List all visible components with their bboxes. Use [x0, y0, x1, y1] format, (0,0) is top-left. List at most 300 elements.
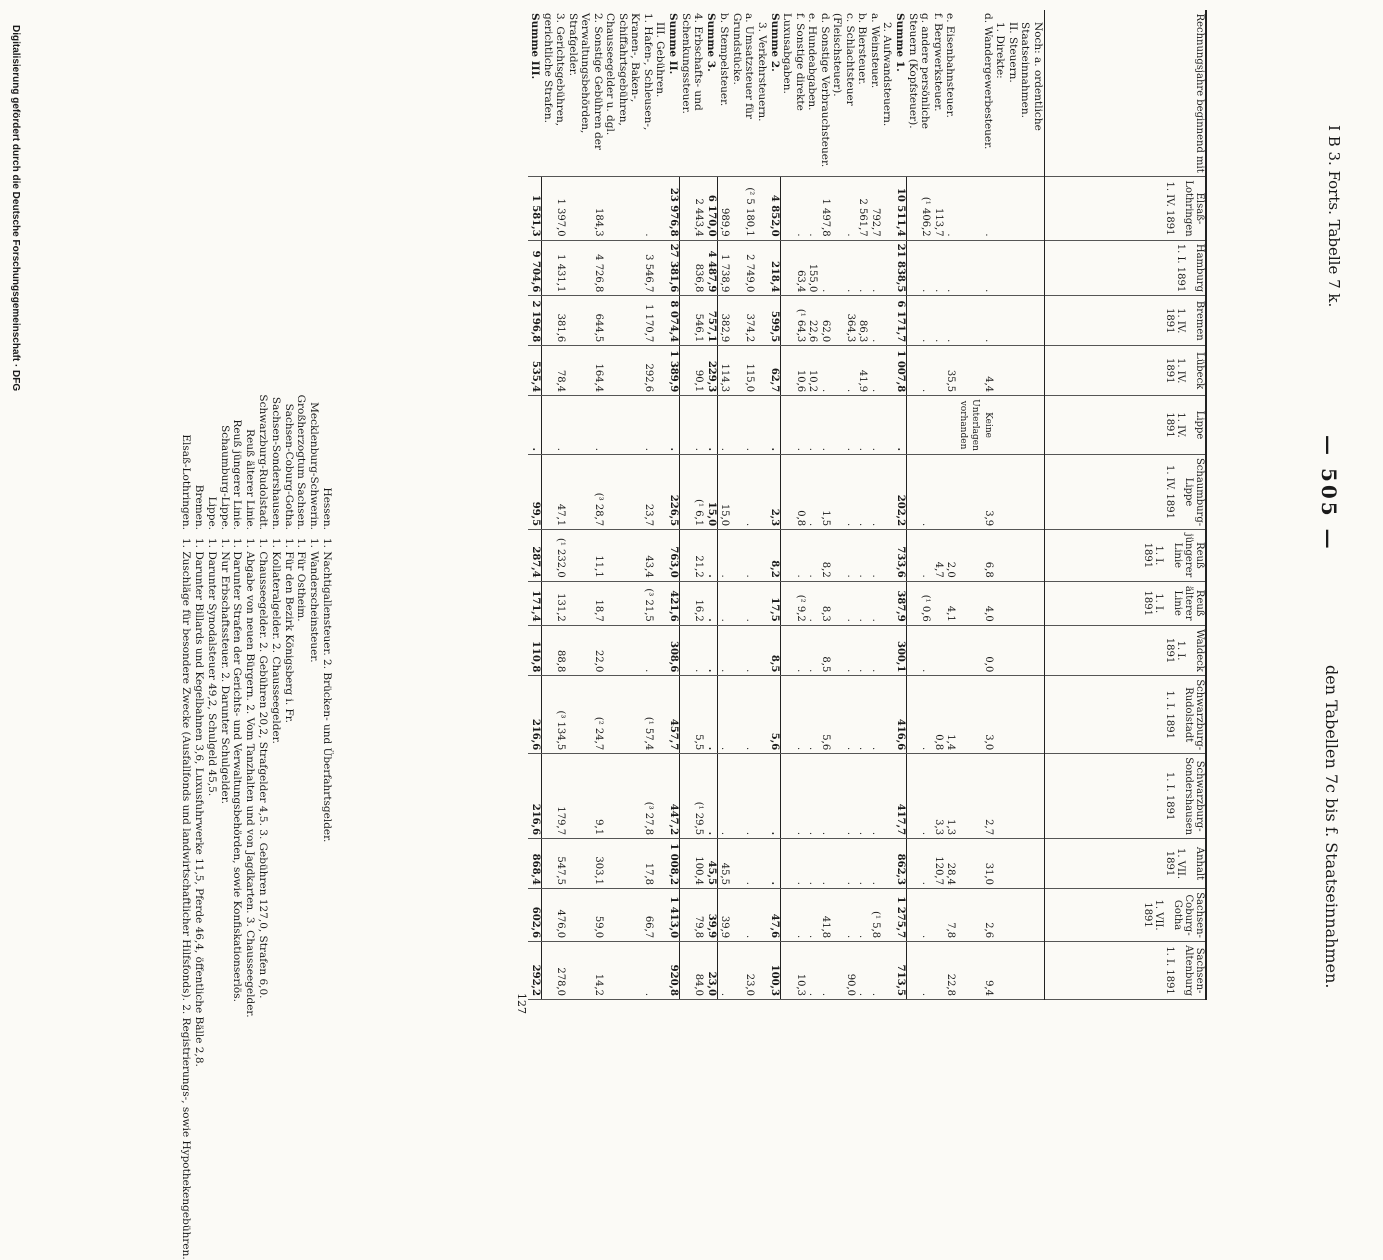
table-cell: 10,6 [781, 346, 806, 396]
table-cell [881, 530, 894, 582]
table-cell: . [731, 530, 756, 582]
table-cell [994, 839, 1007, 889]
table-cell: . [831, 454, 856, 529]
footnote-row [307, 360, 320, 1000]
table-cell: (³ 27,8 [604, 754, 654, 839]
table-cell: . [731, 396, 756, 455]
table-cell: . [957, 296, 995, 346]
table-cell: . [604, 942, 654, 1000]
footnote-text: 1. Nur Erbschaftssteuer. 2. Darunter Schulgelder. [218, 538, 231, 804]
column-header-date: 1. VII. 1891 [1142, 899, 1164, 931]
table-cell: 447,2 [667, 754, 680, 839]
table-cell: 5,5 [680, 676, 705, 754]
table-cell: (¹ 57,4 [604, 676, 654, 754]
column-header-date: 1. VII. 1891 [1164, 848, 1186, 880]
table-cell [1019, 530, 1045, 582]
table-cell: 88,8 [542, 625, 567, 676]
table-cell: . [944, 296, 957, 346]
table-cell: . [768, 839, 781, 889]
table-cell [881, 754, 894, 839]
table-cell: 8 074,4 [667, 296, 680, 346]
row-label: f. Bergwerksteuer. [932, 10, 945, 177]
table-cell: 476,0 [542, 888, 567, 941]
table-cell [1007, 296, 1020, 346]
table-cell [881, 676, 894, 754]
table-cell: . [705, 530, 718, 582]
table-cell: . [768, 754, 781, 839]
table-cell: 90,0 [831, 942, 856, 1000]
footnote-state: Elsaß-Lothringen. [180, 434, 193, 530]
table-cell: (¹ 64,3 [781, 296, 806, 346]
table-cell [756, 240, 769, 296]
table-cell [756, 888, 769, 941]
row-label: 1. Direkte: [994, 10, 1007, 177]
table-cell: 23,0 [705, 942, 718, 1000]
row-label: Summe II. [667, 10, 680, 177]
table-cell: (¹ 406,2 [907, 177, 932, 240]
table-cell: . [907, 240, 932, 296]
table-cell [1007, 346, 1020, 396]
table-cell: . [705, 581, 718, 625]
table-cell: . [831, 888, 856, 941]
table-cell: (² 9,2 [781, 581, 806, 625]
table-cell: . [806, 454, 819, 529]
table-cell: 16,2 [680, 581, 705, 625]
table-row [604, 10, 654, 1000]
column-header [1045, 839, 1207, 889]
column-header-name: Lübeck [1194, 352, 1205, 390]
table-cell: . [604, 625, 654, 676]
column-header [1045, 942, 1207, 1000]
table-cell: . [907, 346, 932, 396]
table-cell: 62,7 [768, 346, 781, 396]
table-cell: (¹ 0,6 [907, 581, 932, 625]
footnote-row [192, 360, 206, 1067]
column-header-name: Reuß jüngerer Linie [1172, 533, 1205, 578]
row-label: a. Umsatzsteuer für Grundstücke. [731, 10, 756, 177]
table-cell [1007, 530, 1020, 582]
footnote-text: 1. Zuschläge für besondere Zwecke (Ausfallfonds und landwirtschaftlicher Hilfsfonds). 2. Registrierungs-, sowie Hypothekengebühren. [180, 538, 193, 1260]
table-row [768, 10, 781, 1000]
table-cell [1019, 454, 1045, 529]
footnote-row [218, 360, 231, 1000]
table-cell: 920,8 [667, 942, 680, 1000]
table-cell: 41,9 [856, 346, 869, 396]
row-label: 4. Erbschafts- und Schenkungssteuer. [680, 10, 705, 177]
table-row [667, 10, 680, 1000]
row-label: b. Stempelsteuer. [718, 10, 731, 177]
table-cell: 15,0 [705, 454, 718, 529]
table-cell [1019, 296, 1045, 346]
table-cell: 8,2 [768, 530, 781, 582]
table-cell [881, 942, 894, 1000]
table-cell: 2 749,0 [731, 240, 756, 296]
column-header-date: 1. I. 1891 [1142, 590, 1164, 616]
table-cell: 78,4 [542, 346, 567, 396]
table-cell: 113,7 [932, 177, 945, 240]
table-row [529, 10, 542, 1000]
footnote-state: Schaumburg-Lippe. [218, 425, 231, 530]
table-cell: . [731, 839, 756, 889]
table-cell: 1 738,9 [718, 240, 731, 296]
table-cell: 164,4 [567, 346, 605, 396]
header-left: I B 3. Forts. Tabelle 7 k. [1325, 125, 1343, 308]
table-cell: 5,6 [768, 676, 781, 754]
table-cell: . [705, 676, 718, 754]
table-row [994, 10, 1007, 1000]
table-cell: 6 170,0 [705, 177, 718, 240]
table-cell: . [781, 888, 806, 941]
table-cell: 6,8 [957, 530, 995, 582]
table-row [932, 10, 945, 1000]
table-cell: 229,3 [705, 346, 718, 396]
footnotes [179, 360, 333, 1260]
table-cell: 2 443,4 [680, 177, 705, 240]
table-cell: . [718, 530, 731, 582]
table-cell: 1,3 [944, 754, 957, 839]
table-cell: 308,6 [667, 625, 680, 676]
row-label: d. Wandergewerbesteuer. [957, 10, 995, 177]
footnote-state: Schwarzburg-Rudolstadt. [257, 394, 270, 530]
footnote-text: 1. Für Ostheim. [295, 538, 308, 622]
footnote-text: 1. Darunter Strafen der Gerichts- und Verwaltungsbehörden, sowie Konfiskationserlös. [231, 538, 244, 1002]
table-cell [1019, 396, 1045, 455]
table-cell: 8,5 [819, 625, 832, 676]
table-cell: . [806, 177, 819, 240]
table-cell: 10 511,4 [894, 177, 907, 240]
table-cell: . [819, 240, 832, 296]
table-cell: . [731, 754, 756, 839]
table-cell: 0,8 [781, 454, 806, 529]
table-cell: . [831, 581, 856, 625]
table-row [907, 10, 932, 1000]
table-cell [756, 676, 769, 754]
column-header [1045, 454, 1207, 529]
table-cell: 763,0 [667, 530, 680, 582]
table-cell: 713,5 [894, 942, 907, 1000]
table-cell: 131,2 [542, 581, 567, 625]
table-cell: 1,5 [819, 454, 832, 529]
column-header-date: 1. I. 1891 [1164, 946, 1175, 995]
table-cell: . [869, 625, 882, 676]
table-cell: 381,6 [542, 296, 567, 346]
dfg-note: Digitalisierung gefördert durch die Deutsche Forschungsgemeinschaft · DFG [10, 25, 21, 392]
table-cell [1007, 581, 1020, 625]
table-row [819, 10, 832, 1000]
table-cell [932, 454, 945, 529]
table-cell: 374,2 [731, 296, 756, 346]
column-header-date: 1. I. 1891 [1175, 243, 1186, 293]
table-cell: . [856, 454, 869, 529]
table-cell: 17,8 [604, 839, 654, 889]
table-cell: 2,3 [768, 454, 781, 529]
table-cell: 15,0 [718, 454, 731, 529]
column-header-date: 1. I. 1891 [1142, 542, 1164, 569]
table-cell [994, 625, 1007, 676]
footnote-text: 1. Wanderscheinsteuer. [308, 538, 321, 663]
table-cell: . [869, 676, 882, 754]
table-cell: . [819, 942, 832, 1000]
table-cell: 171,4 [529, 581, 542, 625]
table-cell [881, 625, 894, 676]
table-cell [654, 942, 667, 1000]
table-cell: 792,7 [869, 177, 882, 240]
table-cell: . [856, 942, 869, 1000]
table-row [718, 10, 731, 1000]
row-label: Summe 1. [894, 10, 907, 177]
table-cell: . [957, 177, 995, 240]
row-label: II. Steuern. [1007, 10, 1020, 177]
table-cell: 862,3 [894, 839, 907, 889]
table-cell [881, 581, 894, 625]
column-header-name: Sachsen-Coburg-Gotha [1172, 892, 1205, 938]
table-cell: . [567, 396, 605, 455]
table-cell: 218,4 [768, 240, 781, 296]
table-cell: (³ 21,5 [604, 581, 654, 625]
table-cell: 216,6 [529, 676, 542, 754]
table-cell: 2,0 [944, 530, 957, 582]
row-label: f. Sonstige direkte Luxusabgaben. [781, 10, 806, 177]
table-cell [756, 296, 769, 346]
table-cell: (² 24,7 [567, 676, 605, 754]
table-cell: . [604, 396, 654, 455]
column-header-date: 1. IV. 1891 [1164, 412, 1186, 438]
table-cell: . [718, 581, 731, 625]
table-cell: 47,1 [542, 454, 567, 529]
table-cell [1007, 177, 1020, 240]
table-cell: 1 008,2 [667, 839, 680, 889]
table-row [654, 10, 667, 1000]
table-cell: . [831, 676, 856, 754]
table-cell [1007, 396, 1020, 455]
table-cell: . [819, 754, 832, 839]
table-cell: 1 431,1 [542, 240, 567, 296]
table-cell: 14,2 [567, 942, 605, 1000]
table-cell: 2 196,8 [529, 296, 542, 346]
table-cell: 292,2 [529, 942, 542, 1000]
table-cell: 1 413,0 [667, 888, 680, 941]
table-cell: 5,6 [819, 676, 832, 754]
table-cell: 4 852,0 [768, 177, 781, 240]
table-row [869, 10, 882, 1000]
table-cell: 2,6 [957, 888, 995, 941]
table-cell: 1,4 [944, 676, 957, 754]
table-cell: . [856, 530, 869, 582]
table-cell: . [957, 240, 995, 296]
table-cell: 22,8 [944, 942, 957, 1000]
table-cell [654, 454, 667, 529]
table-cell: (¹ 5,8 [869, 888, 882, 941]
table-cell: 2,7 [957, 754, 995, 839]
table-cell: (³ 134,5 [542, 676, 567, 754]
column-header-date: 1. IV. 1891 [1164, 357, 1186, 384]
table-cell [1007, 942, 1020, 1000]
table-cell: 9 704,6 [529, 240, 542, 296]
signature-right: 127 [515, 993, 528, 1014]
table-cell: . [731, 888, 756, 941]
table-cell [654, 296, 667, 346]
table-cell: 4 487,9 [705, 240, 718, 296]
table-cell: 66,7 [604, 888, 654, 941]
table-cell [654, 676, 667, 754]
table-cell: 22,0 [567, 625, 605, 676]
table-cell [1007, 625, 1020, 676]
column-header [1045, 888, 1207, 941]
footnote-row [231, 360, 244, 1000]
row-label: a. Weinsteuer. [869, 10, 882, 177]
table-row [881, 10, 894, 1000]
table-cell: 216,6 [529, 754, 542, 839]
table-cell: 17,5 [768, 581, 781, 625]
table-cell: 599,5 [768, 296, 781, 346]
column-header-name: Reuß älterer Linie [1172, 585, 1205, 621]
table-cell: . [806, 888, 819, 941]
table-cell: 9,4 [957, 942, 995, 1000]
footnote-row [320, 360, 333, 1000]
table-cell: 86,3 [856, 296, 869, 346]
table-cell: 287,4 [529, 530, 542, 582]
row-label: c. Schlachtsteuer (Fleischsteuer). [831, 10, 856, 177]
table-cell: . [781, 177, 806, 240]
table-cell: . [806, 530, 819, 582]
table-cell: 202,2 [894, 454, 907, 529]
table-cell: 11,1 [567, 530, 605, 582]
table-cell: . [806, 754, 819, 839]
table-cell: 41,8 [819, 888, 832, 941]
table-cell: . [718, 396, 731, 455]
table-cell: . [680, 625, 705, 676]
table-cell: 90,1 [680, 346, 705, 396]
table-cell [932, 346, 945, 396]
table-cell [1019, 240, 1045, 296]
table-cell: 179,7 [542, 754, 567, 839]
table-cell: . [907, 676, 932, 754]
table-cell: . [705, 396, 718, 455]
table-cell: . [869, 942, 882, 1000]
table-cell [756, 581, 769, 625]
table-cell [881, 296, 894, 346]
table-cell [932, 888, 945, 941]
table-cell [756, 346, 769, 396]
table-cell: . [718, 625, 731, 676]
table-cell: 836,8 [680, 240, 705, 296]
table-cell [654, 240, 667, 296]
table-cell: . [831, 625, 856, 676]
table-cell [654, 177, 667, 240]
table-row [944, 10, 957, 1000]
table-row [705, 10, 718, 1000]
table-cell: 39,9 [718, 888, 731, 941]
footnote-state: Mecklenburg-Schwerin. [308, 402, 321, 530]
table-cell [994, 346, 1007, 396]
table-cell: . [869, 581, 882, 625]
table-cell: . [806, 839, 819, 889]
column-header-name: Hamburg [1194, 243, 1205, 293]
table-cell: 110,8 [529, 625, 542, 676]
footnote-text: 1. Darunter Billards und Kegelbahnen 3,6, Luxusfuhrwerke 11,5, Pferde 46,4, öffentliche Bälle 2,8. [193, 538, 206, 1067]
table-cell: . [781, 396, 806, 455]
table-header-row [1045, 10, 1207, 1000]
table-cell [756, 454, 769, 529]
table-cell [756, 177, 769, 240]
table-cell: . [907, 942, 932, 1000]
table-cell [907, 396, 932, 455]
column-header [1045, 625, 1207, 676]
table-cell [654, 530, 667, 582]
table-cell: . [944, 240, 957, 296]
table-cell: . [781, 530, 806, 582]
column-header [1045, 396, 1207, 455]
table-cell: 23,0 [731, 942, 756, 1000]
table-cell: . [781, 839, 806, 889]
table-cell: . [705, 625, 718, 676]
row-label: 2. Aufwandsteuern. [881, 10, 894, 177]
table-cell: . [944, 177, 957, 240]
table-cell: . [819, 396, 832, 455]
column-header-name: Schwarzburg-Sondershausen [1183, 757, 1205, 836]
table-cell: 535,4 [529, 346, 542, 396]
column-header-date: 1. IV. 1891 [1164, 308, 1186, 334]
table-cell: . [718, 942, 731, 1000]
footnote-row [282, 360, 295, 1000]
table-cell: 644,5 [567, 296, 605, 346]
table-cell: 18,7 [567, 581, 605, 625]
table-cell [994, 888, 1007, 941]
table-cell: . [856, 240, 869, 296]
footnote-state: Hessen. [321, 487, 333, 530]
table-cell [654, 754, 667, 839]
table-cell [654, 839, 667, 889]
table-cell [994, 676, 1007, 754]
table-cell [944, 625, 957, 676]
table-cell: 21 838,5 [894, 240, 907, 296]
table-cell: 115,0 [731, 346, 756, 396]
table-cell [654, 396, 667, 455]
table-cell: 1 275,7 [894, 888, 907, 941]
row-label: III. Gebühren. [654, 10, 667, 177]
table-cell: 4,7 [932, 530, 945, 582]
column-header-name: Schwarzburg-Rudolstadt [1183, 679, 1205, 751]
table-cell: . [856, 396, 869, 455]
row-label: 3. Gerichtsgebühren, gerichtliche Strafen. [542, 10, 567, 177]
table-cell: 364,3 [831, 296, 856, 346]
table-cell: . [604, 177, 654, 240]
table-cell: 2 561,7 [856, 177, 869, 240]
column-header [1045, 676, 1207, 754]
footnote-state: Sachsen-Sondershausen. [269, 396, 282, 530]
table-cell: . [806, 676, 819, 754]
table-cell: . [907, 888, 932, 941]
table-cell [654, 888, 667, 941]
table-cell: Keine Unterlagen vorhanden [957, 396, 995, 455]
table-cell: (² 5 180,1 [731, 177, 756, 240]
table-cell [994, 754, 1007, 839]
row-label: b. Biersteuer. [856, 10, 869, 177]
table-cell [756, 754, 769, 839]
table-row [680, 10, 705, 1000]
table-cell: . [856, 581, 869, 625]
footnote-text: 1. Darunter Synodalsteuer 49,2, Schulgeld 45,5. [205, 538, 218, 797]
table-row [781, 10, 806, 1000]
table-cell: . [869, 839, 882, 889]
table-cell: 547,5 [542, 839, 567, 889]
table-cell: . [806, 942, 819, 1000]
table-cell [1019, 942, 1045, 1000]
footnote-state: Reuß jüngerer Linie. [231, 419, 244, 530]
table-cell: . [856, 839, 869, 889]
table-cell [1019, 625, 1045, 676]
table-cell: 3 546,7 [604, 240, 654, 296]
